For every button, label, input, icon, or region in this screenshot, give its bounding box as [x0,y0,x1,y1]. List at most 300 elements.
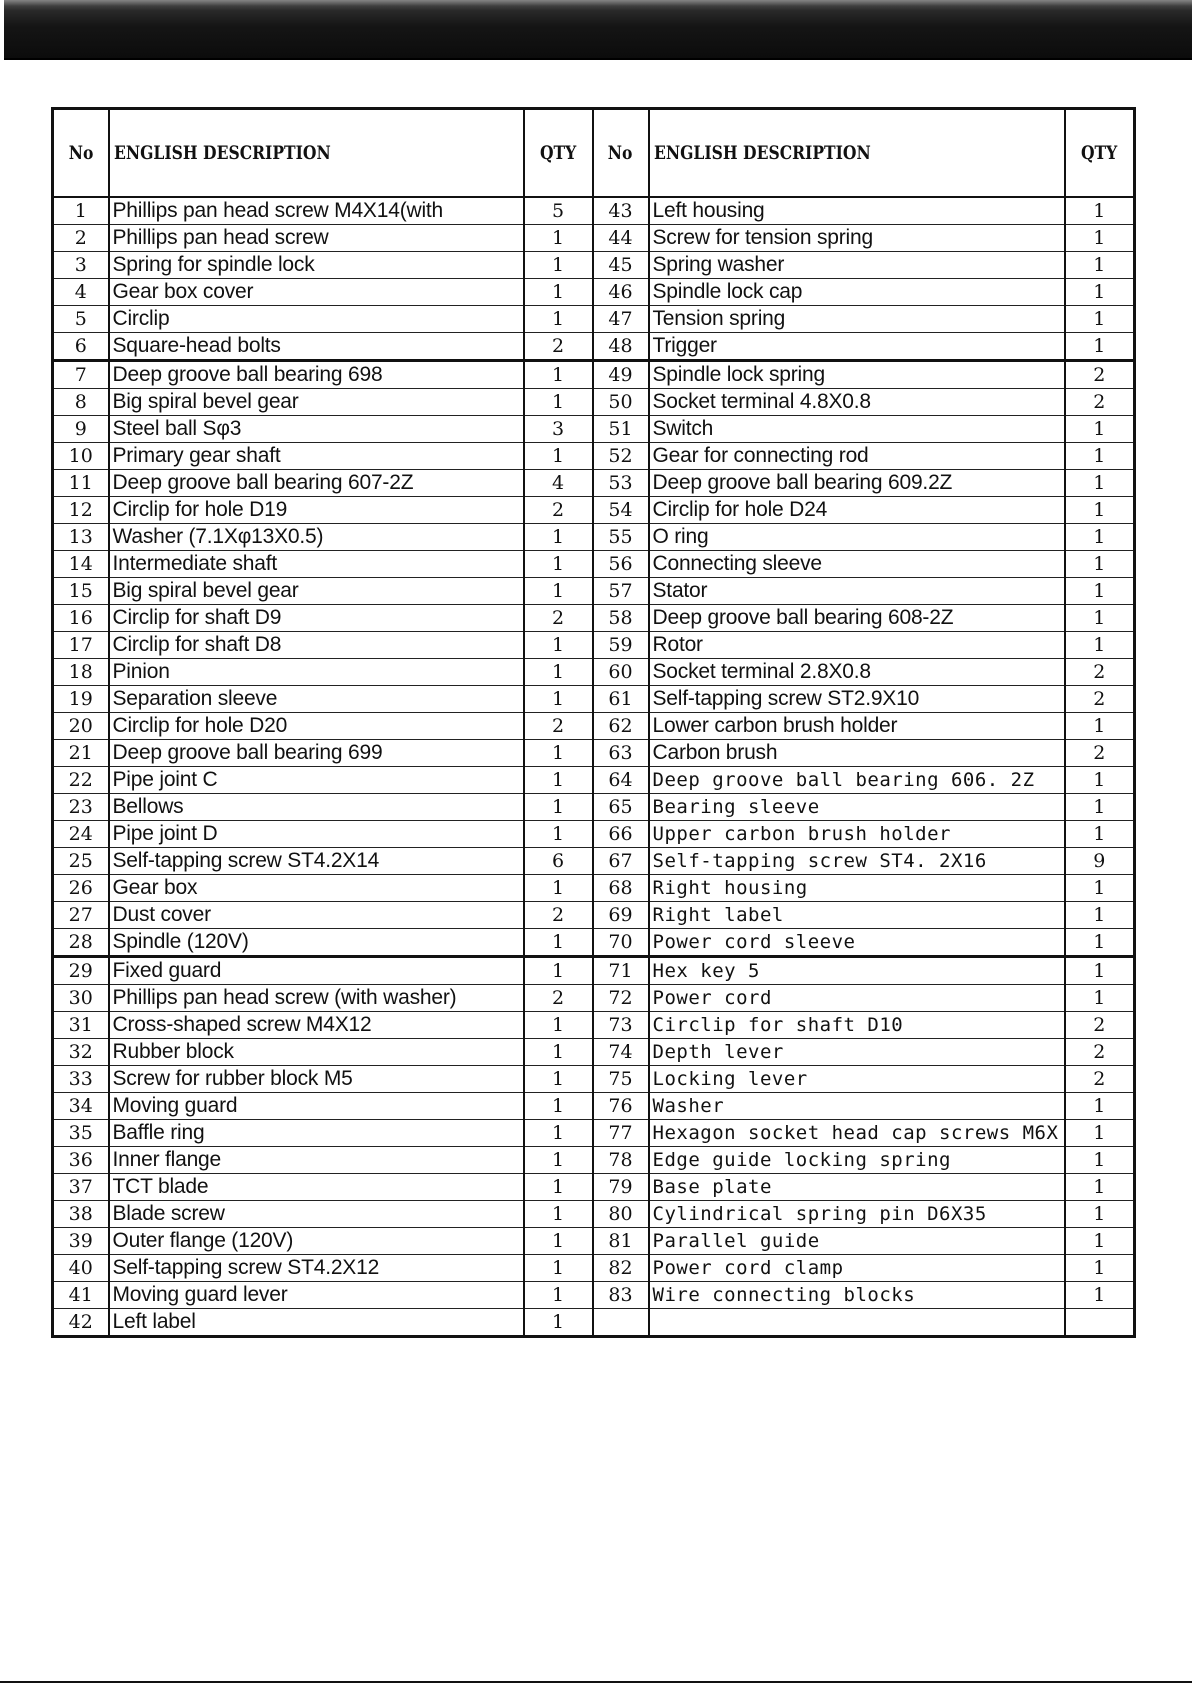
table-row [53,985,1135,1012]
part-qty-left: 6 [524,848,593,875]
part-description-left: Dust cover [109,902,524,929]
table-row [53,1120,1135,1147]
part-qty-left: 1 [524,279,593,306]
part-description-left: Blade screw [109,1201,524,1228]
table-row [53,1201,1135,1228]
part-number-left: 13 [53,524,109,551]
part-qty-left: 2 [524,713,593,740]
table-row [53,1012,1135,1039]
part-number-right: 61 [593,686,649,713]
part-number-left: 30 [53,985,109,1012]
part-number-left: 12 [53,497,109,524]
part-description-left: Left label [109,1309,524,1337]
part-number-right: 49 [593,361,649,389]
part-description-left: Circlip for shaft D8 [109,632,524,659]
table-row [53,1066,1135,1093]
part-qty-right: 1 [1065,497,1135,524]
table-row [53,794,1135,821]
part-number-right: 64 [593,767,649,794]
part-number-left: 42 [53,1309,109,1337]
parts-list-table [51,107,1136,1338]
part-number-left: 6 [53,333,109,361]
part-number-left: 21 [53,740,109,767]
part-qty-right: 2 [1065,361,1135,389]
part-number-right: 47 [593,306,649,333]
part-qty-right: 1 [1065,306,1135,333]
part-number-left: 16 [53,605,109,632]
part-description-left: Phillips pan head screw [109,225,524,252]
part-number-right: 63 [593,740,649,767]
part-qty-right: 1 [1065,225,1135,252]
part-qty-right: 1 [1065,902,1135,929]
part-qty-right: 1 [1065,578,1135,605]
part-qty-right: 1 [1065,605,1135,632]
table-row [53,578,1135,605]
part-qty-right: 2 [1065,686,1135,713]
part-number-left: 14 [53,551,109,578]
part-qty-left: 1 [524,1093,593,1120]
part-description-left: Circlip for hole D20 [109,713,524,740]
part-number-left: 40 [53,1255,109,1282]
part-qty-right: 2 [1065,659,1135,686]
part-qty-left: 3 [524,416,593,443]
part-description-right: Spindle lock spring [649,361,1065,389]
part-qty-right: 1 [1065,279,1135,306]
part-description-right: Deep groove ball bearing 608-2Z [649,605,1065,632]
part-qty-left: 1 [524,1309,593,1337]
table-row [53,1039,1135,1066]
part-qty-left: 1 [524,1039,593,1066]
part-number-left: 36 [53,1147,109,1174]
part-qty-left: 1 [524,632,593,659]
part-qty-right [1065,1309,1135,1337]
part-number-left: 29 [53,957,109,985]
part-number-right: 67 [593,848,649,875]
part-number-left: 19 [53,686,109,713]
part-number-right: 44 [593,225,649,252]
table-row [53,551,1135,578]
part-qty-left: 4 [524,470,593,497]
table-row [53,767,1135,794]
part-number-left: 15 [53,578,109,605]
part-qty-left: 1 [524,551,593,578]
part-description-left: Washer (7.1Xφ13X0.5) [109,524,524,551]
table-row [53,1093,1135,1120]
part-number-left: 17 [53,632,109,659]
part-qty-left: 1 [524,1201,593,1228]
table-row [53,686,1135,713]
table-row [53,1147,1135,1174]
part-qty-left: 2 [524,605,593,632]
table-row [53,416,1135,443]
part-number-right: 60 [593,659,649,686]
part-qty-right: 1 [1065,470,1135,497]
part-number-right: 78 [593,1147,649,1174]
part-number-left: 18 [53,659,109,686]
part-description-left: Fixed guard [109,957,524,985]
part-description-right: Switch [649,416,1065,443]
part-qty-left: 1 [524,524,593,551]
part-description-right: Power cord [649,985,1065,1012]
part-description-left: Self-tapping screw ST4.2X14 [109,848,524,875]
part-number-right: 77 [593,1120,649,1147]
table-row [53,929,1135,957]
header-band [4,0,1192,60]
part-description-right: Carbon brush [649,740,1065,767]
part-qty-right: 1 [1065,1093,1135,1120]
part-description-right: Deep groove ball bearing 606. 2Z [649,767,1065,794]
part-description-right: Self-tapping screw ST2.9X10 [649,686,1065,713]
part-description-left: Deep groove ball bearing 698 [109,361,524,389]
table-row [53,279,1135,306]
part-description-right: Right housing [649,875,1065,902]
part-number-right: 69 [593,902,649,929]
part-number-right: 70 [593,929,649,957]
table-row [53,443,1135,470]
part-description-left: Spindle (120V) [109,929,524,957]
part-number-left: 37 [53,1174,109,1201]
part-description-left: Phillips pan head screw M4X14(with [109,197,524,225]
part-qty-left: 1 [524,1228,593,1255]
part-description-right: Depth lever [649,1039,1065,1066]
part-description-right: Washer [649,1093,1065,1120]
part-number-left: 10 [53,443,109,470]
part-number-left: 26 [53,875,109,902]
column-header-no-right: No [593,109,649,198]
part-number-right: 71 [593,957,649,985]
part-qty-right: 2 [1065,740,1135,767]
part-description-left: Steel ball Sφ3 [109,416,524,443]
part-description-right: Self-tapping screw ST4. 2X16 [649,848,1065,875]
part-number-right: 82 [593,1255,649,1282]
part-number-right: 55 [593,524,649,551]
part-qty-right: 1 [1065,767,1135,794]
part-number-left: 35 [53,1120,109,1147]
table-row [53,470,1135,497]
part-qty-left: 1 [524,1282,593,1309]
part-description-right: Wire connecting blocks [649,1282,1065,1309]
part-description-right: Connecting sleeve [649,551,1065,578]
part-number-right: 58 [593,605,649,632]
table-row [53,875,1135,902]
part-number-left: 23 [53,794,109,821]
part-qty-right: 1 [1065,794,1135,821]
column-header-description-left: ENGLISH DESCRIPTION [109,109,524,198]
part-number-left: 32 [53,1039,109,1066]
part-qty-right: 1 [1065,713,1135,740]
part-number-right: 54 [593,497,649,524]
part-description-left: Gear box [109,875,524,902]
part-description-left: Circlip for shaft D9 [109,605,524,632]
part-description-right: Cylindrical spring pin D6X35 [649,1201,1065,1228]
part-qty-left: 2 [524,497,593,524]
part-number-right: 57 [593,578,649,605]
table-row [53,497,1135,524]
part-description-left: Big spiral bevel gear [109,578,524,605]
part-qty-right: 1 [1065,1255,1135,1282]
part-description-left: Outer flange (120V) [109,1228,524,1255]
table-row [53,713,1135,740]
column-header-qty-right: QTY [1065,109,1135,198]
part-description-right: Power cord sleeve [649,929,1065,957]
table-row [53,1255,1135,1282]
part-qty-right: 1 [1065,985,1135,1012]
part-number-right: 81 [593,1228,649,1255]
part-number-left: 22 [53,767,109,794]
part-qty-right: 1 [1065,929,1135,957]
part-qty-right: 1 [1065,443,1135,470]
column-header-no-left: No [53,109,109,198]
part-description-right: Base plate [649,1174,1065,1201]
part-number-left: 33 [53,1066,109,1093]
table-row [53,197,1135,225]
part-description-right: Circlip for hole D24 [649,497,1065,524]
part-number-right: 51 [593,416,649,443]
part-number-right [593,1309,649,1337]
part-number-left: 3 [53,252,109,279]
part-description-left: Screw for rubber block M5 [109,1066,524,1093]
part-qty-left: 5 [524,197,593,225]
table-row [53,1309,1135,1337]
part-number-right: 59 [593,632,649,659]
part-qty-right: 1 [1065,1201,1135,1228]
part-number-right: 50 [593,389,649,416]
table-row [53,252,1135,279]
part-number-right: 68 [593,875,649,902]
part-number-right: 46 [593,279,649,306]
part-qty-right: 1 [1065,1282,1135,1309]
part-number-right: 45 [593,252,649,279]
part-qty-right: 2 [1065,1066,1135,1093]
part-number-right: 65 [593,794,649,821]
part-description-right: Spindle lock cap [649,279,1065,306]
part-description-left: Square-head bolts [109,333,524,361]
part-number-right: 53 [593,470,649,497]
part-qty-left: 1 [524,361,593,389]
part-description-right: Stator [649,578,1065,605]
part-number-right: 80 [593,1201,649,1228]
part-qty-right: 2 [1065,1039,1135,1066]
part-qty-left: 1 [524,1255,593,1282]
part-qty-left: 1 [524,252,593,279]
part-description-right: Locking lever [649,1066,1065,1093]
part-number-left: 8 [53,389,109,416]
part-qty-left: 1 [524,1174,593,1201]
part-qty-left: 1 [524,659,593,686]
part-qty-right: 1 [1065,524,1135,551]
column-header-description-right: ENGLISH DESCRIPTION [649,109,1065,198]
table-row [53,361,1135,389]
part-number-left: 1 [53,197,109,225]
part-description-left: Gear box cover [109,279,524,306]
part-number-left: 31 [53,1012,109,1039]
part-qty-right: 9 [1065,848,1135,875]
part-description-left: Rubber block [109,1039,524,1066]
part-description-right: Spring washer [649,252,1065,279]
part-number-left: 4 [53,279,109,306]
part-number-right: 48 [593,333,649,361]
part-qty-left: 1 [524,578,593,605]
part-qty-right: 1 [1065,821,1135,848]
part-qty-right: 1 [1065,1147,1135,1174]
part-description-left: Moving guard lever [109,1282,524,1309]
table-row [53,605,1135,632]
part-number-left: 9 [53,416,109,443]
column-header-qty-left: QTY [524,109,593,198]
part-description-left: Circlip for hole D19 [109,497,524,524]
part-description-right: O ring [649,524,1065,551]
part-qty-left: 2 [524,333,593,361]
part-description-right: Rotor [649,632,1065,659]
part-number-right: 73 [593,1012,649,1039]
part-number-left: 34 [53,1093,109,1120]
part-qty-right: 1 [1065,1174,1135,1201]
footer-rule [0,1681,1192,1683]
part-number-right: 72 [593,985,649,1012]
table-row [53,659,1135,686]
part-description-right: Parallel guide [649,1228,1065,1255]
part-description-left: Big spiral bevel gear [109,389,524,416]
part-qty-right: 2 [1065,1012,1135,1039]
table-row [53,821,1135,848]
part-description-left: Bellows [109,794,524,821]
table-row [53,632,1135,659]
part-description-right: Lower carbon brush holder [649,713,1065,740]
part-description-right: Upper carbon brush holder [649,821,1065,848]
part-qty-right: 1 [1065,252,1135,279]
part-number-left: 2 [53,225,109,252]
part-description-right: Power cord clamp [649,1255,1065,1282]
part-qty-left: 1 [524,1012,593,1039]
table-row [53,1174,1135,1201]
part-number-left: 11 [53,470,109,497]
part-qty-right: 1 [1065,632,1135,659]
part-qty-left: 1 [524,1120,593,1147]
part-number-right: 62 [593,713,649,740]
part-description-right: Socket terminal 4.8X0.8 [649,389,1065,416]
part-description-left: Pipe joint C [109,767,524,794]
part-number-right: 83 [593,1282,649,1309]
part-number-right: 76 [593,1093,649,1120]
part-qty-left: 1 [524,443,593,470]
part-description-right: Hexagon socket head cap screws M6X [649,1120,1065,1147]
part-qty-right: 1 [1065,197,1135,225]
part-qty-right: 1 [1065,1120,1135,1147]
part-description-left: Self-tapping screw ST4.2X12 [109,1255,524,1282]
part-description-right: Screw for tension spring [649,225,1065,252]
table-row [53,306,1135,333]
table-header-row [53,109,1135,198]
part-number-right: 43 [593,197,649,225]
part-qty-left: 1 [524,1147,593,1174]
part-qty-left: 1 [524,306,593,333]
part-number-right: 75 [593,1066,649,1093]
part-description-left: Separation sleeve [109,686,524,713]
part-qty-left: 2 [524,902,593,929]
part-qty-left: 1 [524,225,593,252]
parts-table-body [53,197,1135,1337]
part-qty-left: 1 [524,821,593,848]
part-qty-right: 1 [1065,957,1135,985]
part-qty-left: 1 [524,389,593,416]
table-row [53,902,1135,929]
part-description-left: Deep groove ball bearing 699 [109,740,524,767]
part-description-left: Primary gear shaft [109,443,524,470]
part-description-right: Hex key 5 [649,957,1065,985]
part-qty-left: 1 [524,957,593,985]
part-number-left: 7 [53,361,109,389]
table-row [53,740,1135,767]
part-description-left: Phillips pan head screw (with washer) [109,985,524,1012]
part-description-left: Moving guard [109,1093,524,1120]
part-number-left: 41 [53,1282,109,1309]
part-description-left: Intermediate shaft [109,551,524,578]
part-description-right: Socket terminal 2.8X0.8 [649,659,1065,686]
part-description-right: Deep groove ball bearing 609.2Z [649,470,1065,497]
part-description-left: Circlip [109,306,524,333]
part-description-left: Inner flange [109,1147,524,1174]
part-qty-right: 1 [1065,333,1135,361]
table-row [53,524,1135,551]
part-qty-left: 1 [524,686,593,713]
part-qty-right: 1 [1065,551,1135,578]
part-description-left: Pipe joint D [109,821,524,848]
table-row [53,848,1135,875]
part-qty-left: 1 [524,740,593,767]
part-description-right: Edge guide locking spring [649,1147,1065,1174]
part-qty-right: 1 [1065,1228,1135,1255]
part-description-right: Circlip for shaft D10 [649,1012,1065,1039]
part-number-left: 24 [53,821,109,848]
part-number-left: 28 [53,929,109,957]
part-description-left: Baffle ring [109,1120,524,1147]
part-number-right: 52 [593,443,649,470]
part-description-right: Trigger [649,333,1065,361]
part-description-left: Cross-shaped screw M4X12 [109,1012,524,1039]
table-row [53,1228,1135,1255]
part-qty-right: 1 [1065,875,1135,902]
part-description-right: Left housing [649,197,1065,225]
table-row [53,389,1135,416]
part-number-right: 74 [593,1039,649,1066]
part-description-left: Deep groove ball bearing 607-2Z [109,470,524,497]
part-description-right: Gear for connecting rod [649,443,1065,470]
part-description-left: TCT blade [109,1174,524,1201]
part-description-right: Tension spring [649,306,1065,333]
part-qty-right: 1 [1065,416,1135,443]
part-number-left: 39 [53,1228,109,1255]
part-number-left: 20 [53,713,109,740]
part-qty-left: 1 [524,794,593,821]
table-row [53,957,1135,985]
part-description-right: Right label [649,902,1065,929]
part-description-right [649,1309,1065,1337]
part-qty-left: 2 [524,985,593,1012]
part-number-left: 27 [53,902,109,929]
part-qty-right: 2 [1065,389,1135,416]
table-row [53,225,1135,252]
part-number-left: 38 [53,1201,109,1228]
part-number-right: 56 [593,551,649,578]
table-row [53,333,1135,361]
part-description-left: Pinion [109,659,524,686]
part-qty-left: 1 [524,1066,593,1093]
part-number-right: 79 [593,1174,649,1201]
part-qty-left: 1 [524,875,593,902]
part-number-left: 25 [53,848,109,875]
part-number-left: 5 [53,306,109,333]
part-description-left: Spring for spindle lock [109,252,524,279]
